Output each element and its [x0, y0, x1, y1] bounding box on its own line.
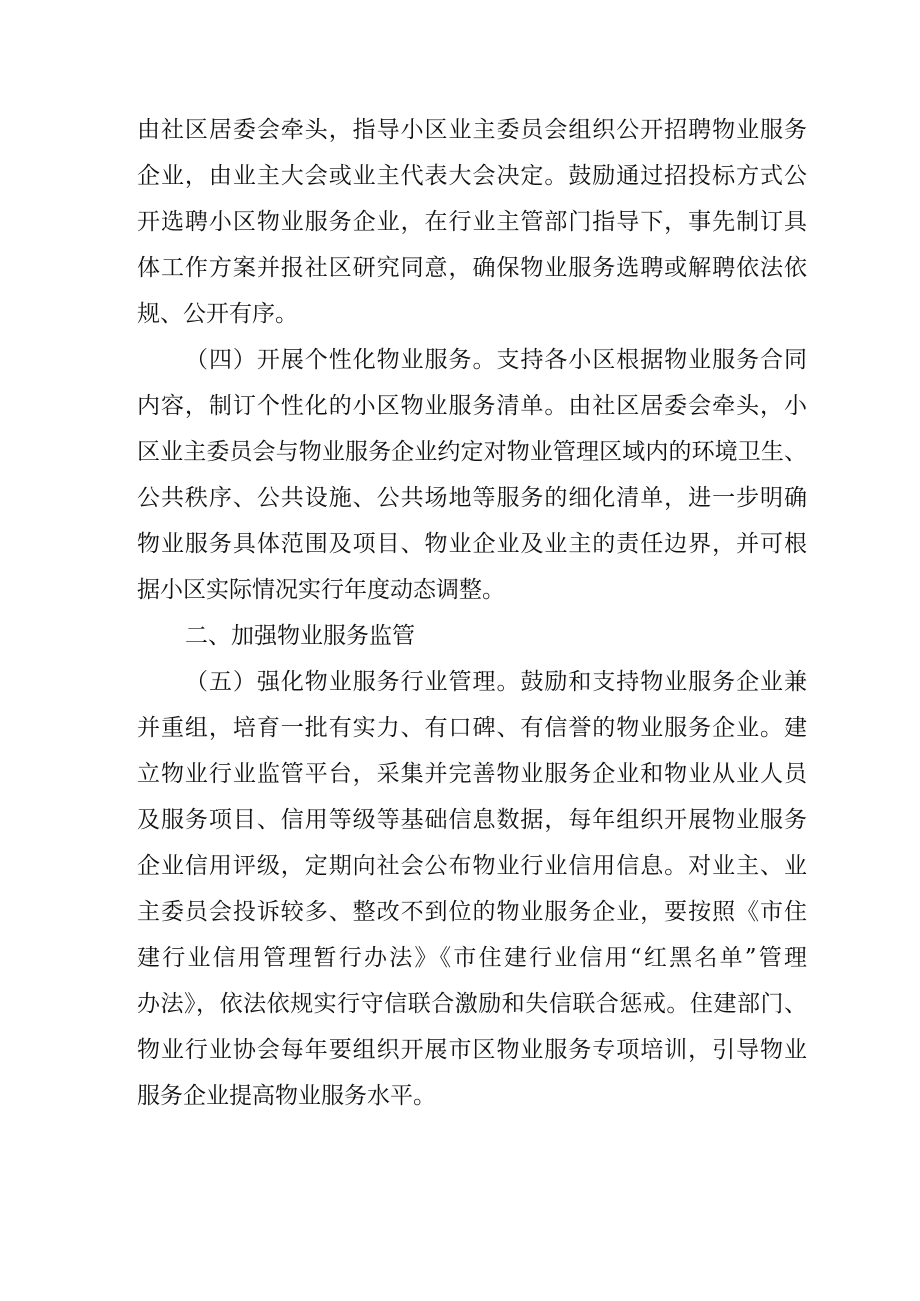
- section-heading-supervision: [137, 613, 807, 659]
- paragraph-line: 企业，由业主大会或业主代表大会决定。鼓励通过招投标方式公: [137, 163, 807, 189]
- paragraph-line: 建行业信用管理暂行办法》《市住建行业信用“红黑名单”管理: [137, 945, 807, 971]
- paragraph-line: 并重组，培育一批有实力、有口碑、有信誉的物业服务企业。建: [137, 715, 807, 741]
- paragraph-line: 公共秩序、公共设施、公共场地等服务的细化清单，进一步明确: [137, 485, 807, 511]
- paragraph-community-selection: [137, 107, 807, 337]
- paragraph-line: 物业服务具体范围及项目、物业企业及业主的责任边界，并可根: [137, 531, 807, 557]
- paragraph-line: （四）开展个性化物业服务。支持各小区根据物业服务合同: [185, 347, 807, 373]
- paragraph-line: 物业行业协会每年要组织开展市区物业服务专项培训，引导物业: [137, 1037, 807, 1063]
- paragraph-line: 开选聘小区物业服务企业，在行业主管部门指导下，事先制订具: [137, 209, 807, 235]
- paragraph-line: 内容，制订个性化的小区物业服务清单。由社区居委会牵头，小: [137, 393, 807, 419]
- paragraph-line: 办法》，依法依规实行守信联合激励和失信联合惩戒。住建部门、: [137, 991, 807, 1017]
- paragraph-line: 主委员会投诉较多、整改不到位的物业服务企业，要按照《市住: [137, 899, 807, 925]
- paragraph-line: 规、公开有序。: [137, 301, 298, 327]
- paragraph-line: 企业信用评级，定期向社会公布物业行业信用信息。对业主、业: [137, 853, 807, 879]
- paragraph-personalized-service: [137, 337, 807, 613]
- paragraph-industry-management: [137, 659, 807, 1119]
- paragraph-line: 立物业行业监管平台，采集并完善物业服务企业和物业从业人员: [137, 761, 807, 787]
- paragraph-line: 区业主委员会与物业服务企业约定对物业管理区域内的环境卫生、: [137, 439, 807, 465]
- paragraph-line: 体工作方案并报社区研究同意，确保物业服务选聘或解聘依法依: [137, 255, 807, 281]
- paragraph-line: 服务企业提高物业服务水平。: [137, 1083, 436, 1109]
- paragraph-line: 据小区实际情况实行年度动态调整。: [137, 577, 505, 603]
- paragraph-line: （五）强化物业服务行业管理。鼓励和支持物业服务企业兼: [185, 669, 807, 695]
- document-body: [137, 107, 807, 1119]
- paragraph-line: 由社区居委会牵头，指导小区业主委员会组织公开招聘物业服务: [137, 117, 807, 143]
- paragraph-line: 及服务项目、信用等级等基础信息数据，每年组织开展物业服务: [137, 807, 807, 833]
- section-heading: 二、加强物业服务监管: [185, 623, 415, 649]
